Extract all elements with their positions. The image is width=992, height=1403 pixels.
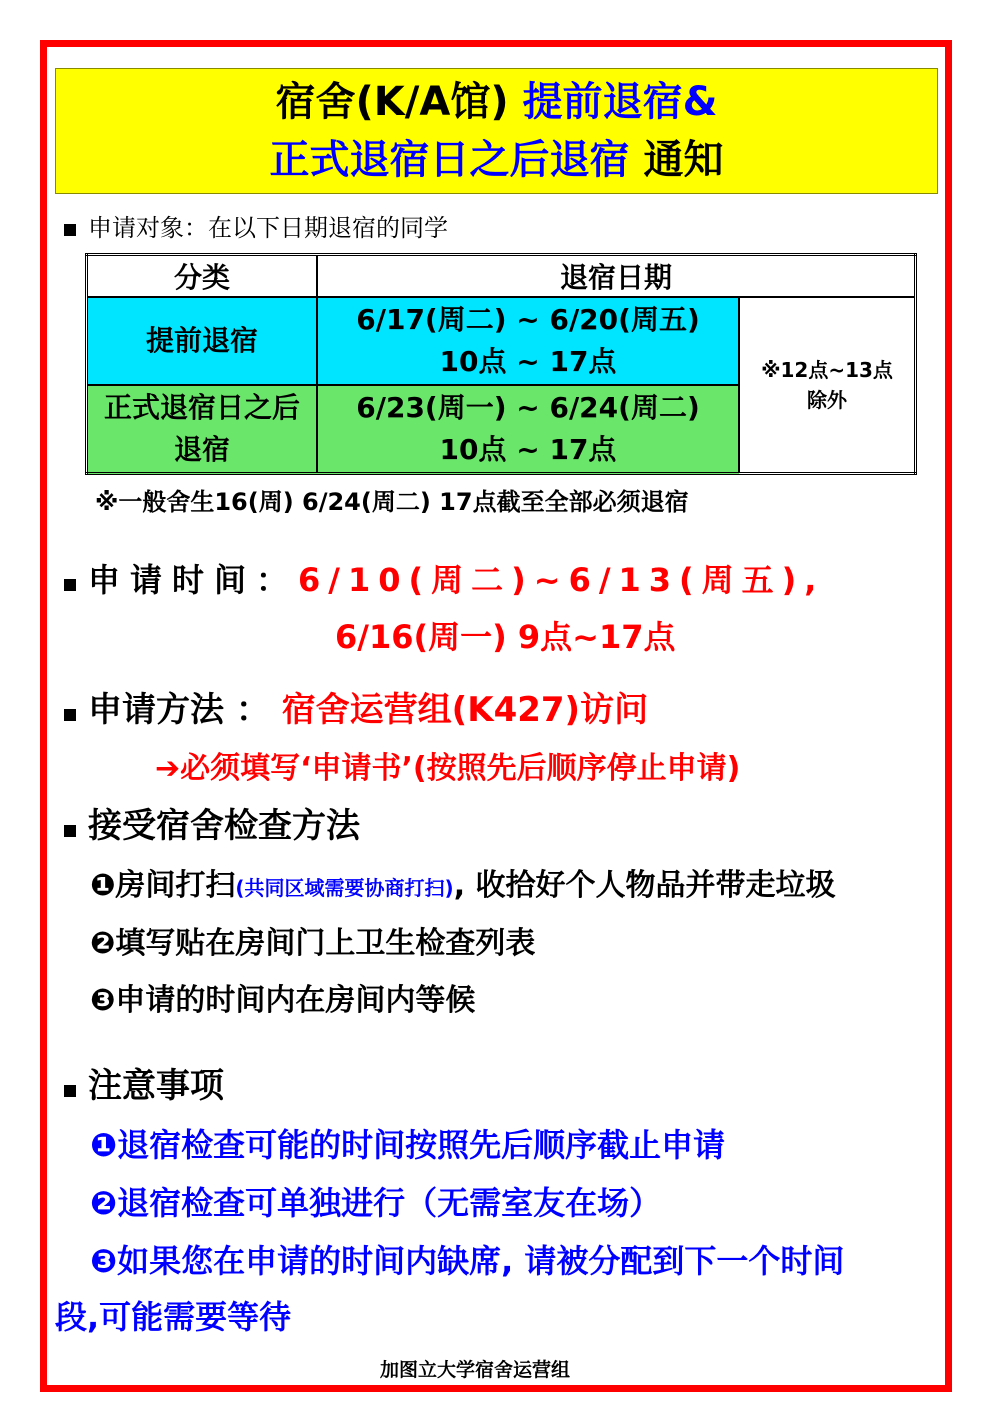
inspection-item-1-b: , 收拾好个人物品并带走垃圾 <box>453 868 836 903</box>
row2-time-range: 10点 ~ 17点 <box>439 433 617 466</box>
row2-category-text: 正式退宿日之后退宿 <box>103 391 300 466</box>
row2-date <box>317 385 739 474</box>
apply-time-label: 申请时间： <box>88 561 299 599</box>
inspection-heading-text: 接受宿舍检查方法 <box>88 806 360 846</box>
apply-method-sub: ➔必须填写‘申请书’(按照先后顺序停止申请) <box>155 751 741 786</box>
apply-target-text: 申请对象：在以下日期退宿的同学 <box>88 214 448 242</box>
apply-method <box>64 682 648 731</box>
exception-note <box>739 297 916 474</box>
inspection-item-1-a: ❶房间打扫 <box>90 868 236 903</box>
row2-date-range: 6/23(周一) ~ 6/24(周二) <box>356 391 700 424</box>
header-date: 退宿日期 <box>317 255 916 298</box>
notes-heading <box>64 1058 224 1107</box>
note-item-2: ❷退宿检查可单独进行（无需室友在场） <box>90 1184 662 1222</box>
inspection-item-3: ❸申请的时间内在房间内等候 <box>90 983 476 1018</box>
row2-category <box>87 385 318 474</box>
notice-title <box>55 68 938 194</box>
title-line1-blue: 提前退宿& <box>522 79 718 125</box>
exception-line1: ※12点~13点 <box>761 358 893 382</box>
notes-heading-text: 注意事项 <box>88 1066 224 1106</box>
square-bullet-icon <box>64 1085 76 1097</box>
apply-method-value: 宿舍运营组(K427)访问 <box>281 690 649 730</box>
title-line1-black: 宿舍(K/A馆) <box>275 79 509 125</box>
title-line2-blue: 正式退宿日之后退宿 <box>269 137 630 183</box>
apply-time <box>64 555 824 601</box>
apply-time-value2: 6/16(周一) 9点~17点 <box>335 618 676 656</box>
row1-time-range: 10点 ~ 17点 <box>439 345 617 378</box>
general-note: ※一般舍生16(周) 6/24(周二) 17点截至全部必须退宿 <box>95 488 689 516</box>
square-bullet-icon <box>64 825 76 837</box>
inspection-item-1 <box>90 860 836 904</box>
footer-organization: 加图立大学宿舍运营组 <box>380 1359 571 1381</box>
square-bullet-icon <box>64 579 76 591</box>
exception-line2: 除外 <box>807 388 847 412</box>
title-line2-black: 通知 <box>643 137 724 183</box>
inspection-heading <box>64 798 360 847</box>
apply-time-value1: 6/10(周二)~6/13(周五), <box>298 561 825 599</box>
inspection-item-1-small: (共同区域需要协商打扫) <box>235 876 454 900</box>
inspection-item-2: ❷填写贴在房间门上卫生检查列表 <box>90 926 536 961</box>
row1-category: 提前退宿 <box>87 297 318 385</box>
header-category: 分类 <box>87 255 318 298</box>
apply-target <box>64 208 448 243</box>
dates-table <box>85 253 917 475</box>
row1-date <box>317 297 739 385</box>
note-item-3a: ❸如果您在申请的时间内缺席, 请被分配到下一个时间 <box>90 1242 845 1280</box>
apply-method-label: 申请方法 ： <box>88 690 270 730</box>
square-bullet-icon <box>64 224 76 236</box>
square-bullet-icon <box>64 709 76 721</box>
note-item-1: ❶退宿检查可能的时间按照先后顺序截止申请 <box>90 1126 726 1164</box>
note-item-3b: 段,可能需要等待 <box>55 1298 292 1336</box>
row1-date-range: 6/17(周二) ~ 6/20(周五) <box>356 303 700 336</box>
